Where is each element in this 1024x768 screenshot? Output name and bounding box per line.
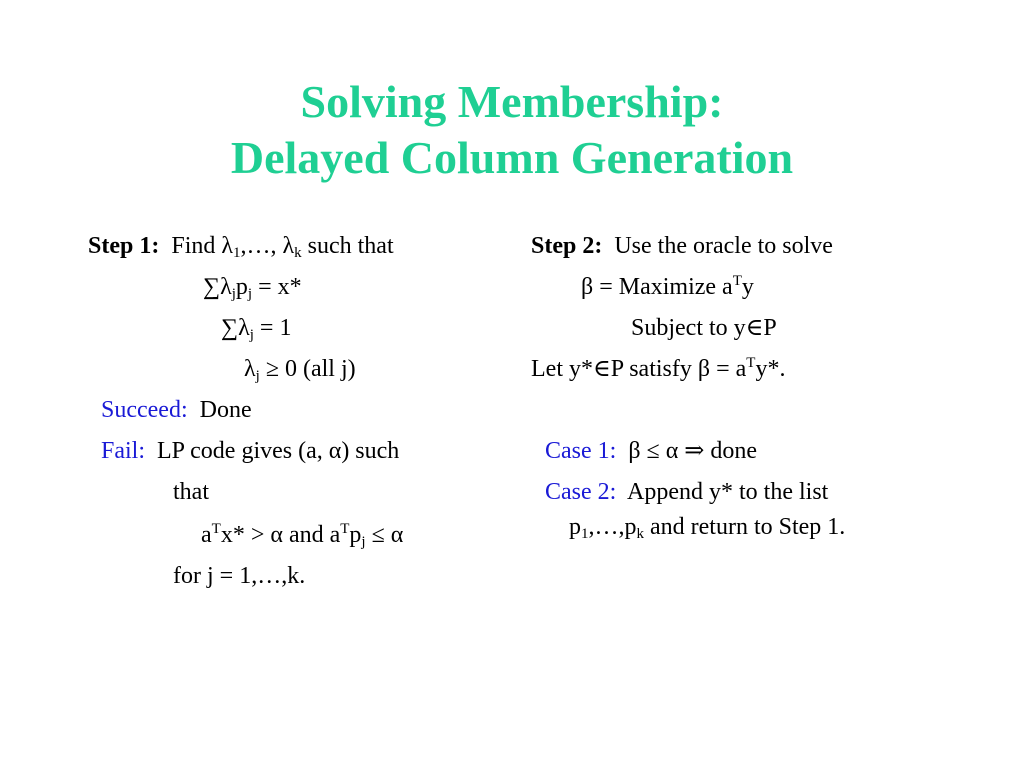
equals-xstar: = x* <box>252 274 302 300</box>
case2-label: Case 2: <box>545 479 617 505</box>
p-symbol: p <box>235 274 248 300</box>
case2-continuation <box>569 512 845 542</box>
sum-symbol: ∑ <box>221 315 239 341</box>
return-text: and return to Step 1. <box>644 514 846 540</box>
ellipsis: ,…, <box>588 514 625 540</box>
p-symbol: p <box>624 514 637 540</box>
let-line <box>531 354 785 384</box>
slide-title <box>0 74 1024 186</box>
fail-that: that <box>173 479 209 505</box>
lambda-symbol: λ <box>221 233 233 259</box>
case2-line <box>545 477 828 507</box>
step2-label: Step 2: <box>531 233 603 259</box>
step1-line <box>88 231 394 261</box>
p-symbol: p <box>349 522 362 548</box>
succeed-line <box>101 395 252 425</box>
lambda-symbol: λ <box>220 274 232 300</box>
subject-to-line: Subject to y∈P <box>631 315 777 341</box>
subscript-j: j <box>247 286 253 302</box>
lambda-symbol: λ <box>244 356 256 382</box>
for-j-line: for j = 1,…,k. <box>173 563 306 589</box>
subscript-k: k <box>636 526 644 542</box>
equals-one: = 1 <box>253 315 292 341</box>
geq-zero: ≥ 0 (all j) <box>259 356 356 382</box>
a-symbol: a <box>201 522 212 548</box>
sum-symbol: ∑ <box>203 274 221 300</box>
case1-text: β ≤ α ⇒ done <box>628 438 758 464</box>
such-that-text: such that <box>301 233 394 259</box>
subscript-j: j <box>249 327 254 343</box>
ystar-dot: y*. <box>755 356 786 382</box>
leq-alpha: ≤ α <box>365 522 404 548</box>
lambda-symbol: λ <box>282 233 295 259</box>
subscript-1: 1 <box>581 526 589 542</box>
fail-text: LP code gives (a, α) such <box>157 438 400 464</box>
superscript-T: T <box>340 521 350 537</box>
step1-label: Step 1: <box>88 233 160 259</box>
constraint-sum-xstar <box>203 272 302 302</box>
step1-find: Find <box>171 233 216 259</box>
title-line-2: Delayed Column Generation <box>230 132 794 183</box>
title-line-1: Solving Membership: <box>300 76 724 127</box>
fail-label: Fail: <box>101 438 146 464</box>
maximize-line <box>581 272 754 302</box>
subscript-j: j <box>255 368 260 384</box>
lambda-symbol: λ <box>238 315 250 341</box>
fail-condition <box>201 520 403 550</box>
y-symbol: y <box>741 274 754 300</box>
subscript-1: 1 <box>233 245 241 261</box>
succeed-text: Done <box>199 397 252 423</box>
succeed-label: Succeed: <box>101 397 188 423</box>
case2-text: Append y* to the list <box>627 479 829 505</box>
subscript-j: j <box>361 534 366 550</box>
fail-line <box>101 436 399 466</box>
constraint-sum-one <box>221 313 291 343</box>
beta-maximize: β = Maximize a <box>581 274 733 300</box>
superscript-T: T <box>211 521 221 537</box>
p-symbol: p <box>569 514 581 540</box>
case1-line <box>545 436 757 466</box>
let-text: Let y*∈P satisfy β = a <box>531 356 747 382</box>
subscript-k: k <box>294 245 302 261</box>
superscript-T: T <box>732 273 742 289</box>
case1-label: Case 1: <box>545 438 617 464</box>
xstar-gt-alpha: x* > α and a <box>220 522 341 548</box>
constraint-nonnegative <box>244 354 356 384</box>
step2-line <box>531 231 833 261</box>
subscript-j: j <box>231 286 236 302</box>
superscript-T: T <box>746 355 756 371</box>
ellipsis: ,…, <box>240 233 283 259</box>
step2-text: Use the oracle to solve <box>614 233 833 259</box>
